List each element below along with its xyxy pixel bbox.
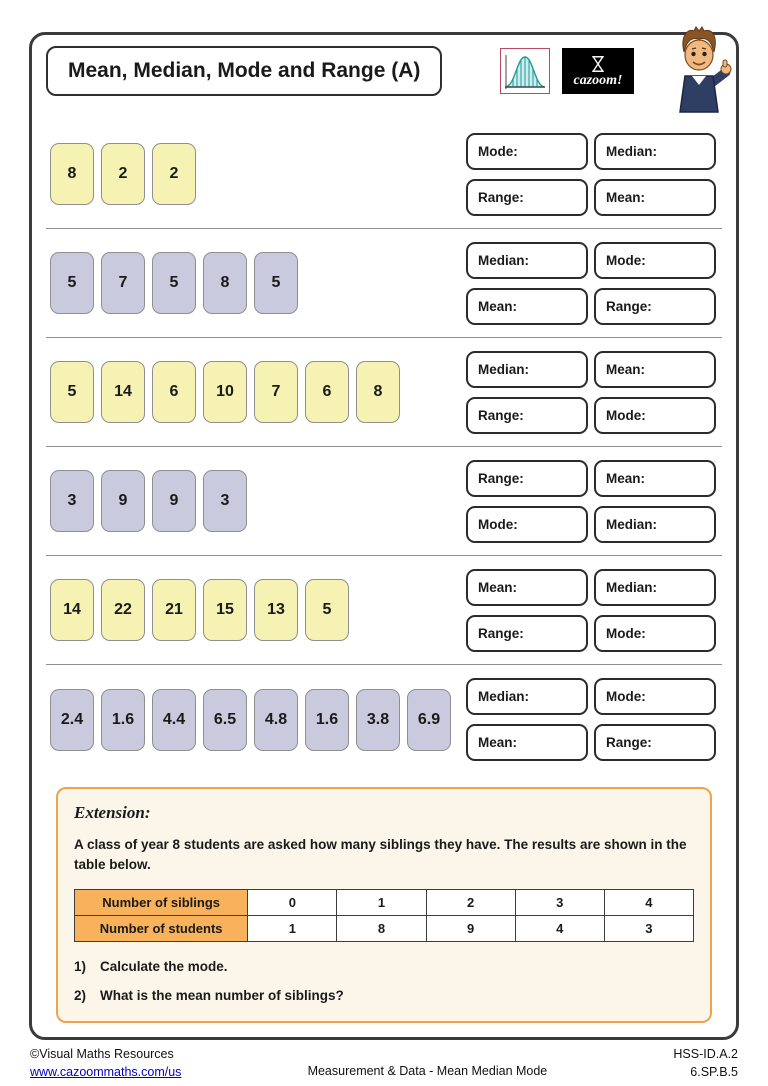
answer-box[interactable]: [466, 288, 588, 325]
footer-left: [30, 1045, 181, 1083]
number-card: 2.4: [50, 689, 94, 751]
page-title: Mean, Median, Mode and Range (A): [68, 59, 421, 82]
answer-label: Mode:: [606, 625, 646, 641]
table-value-cell: 1: [248, 915, 337, 941]
number-card: 3: [50, 470, 94, 532]
number-card: 22: [101, 579, 145, 641]
answer-label: Mean:: [606, 470, 646, 486]
number-card: 14: [50, 579, 94, 641]
table-value-cell: 4: [604, 889, 693, 915]
footer-center-text: Measurement & Data - Mean Median Mode: [307, 1064, 548, 1079]
answer-label: Mean:: [606, 189, 646, 205]
number-card: 5: [50, 361, 94, 423]
table-row: [75, 889, 694, 915]
table-value-cell: 1: [337, 889, 426, 915]
answer-label: Mean:: [606, 361, 646, 377]
number-card: 10: [203, 361, 247, 423]
table-value-cell: 0: [248, 889, 337, 915]
number-card: 9: [101, 470, 145, 532]
answer-label: Range:: [478, 189, 524, 205]
table-value-cell: 3: [515, 889, 604, 915]
number-card: 5: [152, 252, 196, 314]
question-row: [46, 665, 722, 774]
number-card: 21: [152, 579, 196, 641]
answer-box[interactable]: [466, 506, 588, 543]
answer-box[interactable]: [594, 133, 716, 170]
extension-question: [74, 988, 694, 1003]
number-card: 2: [152, 143, 196, 205]
number-card: 5: [50, 252, 94, 314]
answer-box[interactable]: [466, 678, 588, 715]
answer-label: Median:: [606, 579, 658, 595]
question-text: What is the mean number of siblings?: [100, 987, 344, 1003]
answer-label: Median:: [478, 689, 530, 704]
answer-box[interactable]: [594, 460, 716, 497]
number-card: 15: [203, 579, 247, 641]
answer-label: Median:: [606, 516, 658, 532]
question-row: [46, 447, 722, 556]
answer-box[interactable]: [466, 242, 588, 279]
card-group: [50, 361, 400, 423]
answer-box[interactable]: [594, 351, 716, 388]
answer-box[interactable]: [594, 569, 716, 606]
answer-label: Range:: [478, 407, 524, 423]
answer-grid: [466, 678, 716, 761]
answer-grid: [466, 242, 716, 325]
table-value-cell: 8: [337, 915, 426, 941]
number-card: 14: [101, 361, 145, 423]
table-label-cell: Number of siblings: [75, 889, 248, 915]
number-card: 13: [254, 579, 298, 641]
extension-questions: [74, 959, 694, 1003]
extension-question: [74, 959, 694, 974]
question-row: [46, 338, 722, 447]
answer-label: Median:: [606, 143, 658, 159]
answer-label: Median:: [478, 252, 530, 268]
card-group: [50, 252, 298, 314]
question-row: [46, 229, 722, 338]
standard-code-1: HSS-ID.A.2: [673, 1046, 738, 1061]
answer-grid: [466, 351, 716, 434]
answer-label: Mode:: [478, 516, 518, 532]
answer-label: Mode:: [606, 689, 646, 704]
answer-label: Mean:: [478, 579, 518, 595]
hourglass-icon: [590, 55, 606, 73]
answer-box[interactable]: [466, 569, 588, 606]
copyright-text: ©Visual Maths Resources: [30, 1046, 174, 1061]
number-card: 3.8: [356, 689, 400, 751]
answer-label: Range:: [478, 470, 524, 486]
answer-box[interactable]: [466, 351, 588, 388]
answer-grid: [466, 133, 716, 216]
standard-code-2: 6.SP.B.5: [690, 1065, 738, 1080]
mascot-character: [666, 26, 732, 119]
footer: [30, 1045, 738, 1083]
answer-box[interactable]: [594, 724, 716, 761]
number-card: 2: [101, 143, 145, 205]
number-card: 3: [203, 470, 247, 532]
footer-right: [673, 1045, 738, 1083]
answer-label: Mode:: [478, 143, 518, 159]
answer-grid: [466, 460, 716, 543]
table-value-cell: 2: [426, 889, 515, 915]
answer-box[interactable]: [466, 615, 588, 652]
question-number: 1): [74, 958, 87, 974]
question-row: [46, 556, 722, 665]
title-box: [46, 46, 442, 96]
number-card: 1.6: [305, 689, 349, 751]
number-card: 1.6: [101, 689, 145, 751]
number-card: 7: [101, 252, 145, 314]
number-card: 8: [356, 361, 400, 423]
answer-box[interactable]: [594, 678, 716, 715]
number-card: 7: [254, 361, 298, 423]
extension-heading: Extension:: [74, 803, 151, 822]
answer-box[interactable]: [594, 288, 716, 325]
extension-box: [56, 787, 712, 1023]
number-card: 5: [305, 579, 349, 641]
answer-box[interactable]: [594, 506, 716, 543]
siblings-table: [74, 889, 694, 942]
number-card: 4.8: [254, 689, 298, 751]
question-rows: [46, 120, 722, 774]
card-group: [50, 579, 349, 641]
answer-label: Mode:: [606, 252, 646, 268]
answer-box[interactable]: [466, 460, 588, 497]
answer-box[interactable]: [594, 242, 716, 279]
answer-label: Range:: [478, 625, 524, 641]
card-group: [50, 689, 451, 751]
website-link[interactable]: www.cazoommaths.com/us: [30, 1065, 182, 1080]
answer-box[interactable]: [594, 397, 716, 434]
question-number: 2): [74, 987, 87, 1003]
table-value-cell: 3: [604, 915, 693, 941]
worksheet-page: [29, 32, 739, 1040]
number-card: 6: [152, 361, 196, 423]
answer-box[interactable]: [594, 615, 716, 652]
extension-intro: A class of year 8 students are asked how many siblings they have. The results are shown in the table below.: [74, 837, 687, 873]
worksheet-header: [32, 35, 736, 114]
card-group: [50, 470, 247, 532]
answer-box[interactable]: [594, 179, 716, 216]
table-value-cell: 4: [515, 915, 604, 941]
answer-label: Range:: [606, 735, 652, 750]
answer-box[interactable]: [466, 397, 588, 434]
number-card: 8: [203, 252, 247, 314]
question-row: [46, 120, 722, 229]
table-value-cell: 9: [426, 915, 515, 941]
logo-text: cazoom!: [573, 72, 623, 88]
number-card: 6.9: [407, 689, 451, 751]
answer-box[interactable]: [466, 724, 588, 761]
bell-curve-icon: [500, 48, 550, 94]
number-card: 6.5: [203, 689, 247, 751]
table-label-cell: Number of students: [75, 915, 248, 941]
answer-label: Median:: [478, 361, 530, 377]
answer-box[interactable]: [466, 179, 588, 216]
answer-box[interactable]: [466, 133, 588, 170]
card-group: [50, 143, 196, 205]
answer-label: Mode:: [606, 407, 646, 423]
number-card: 9: [152, 470, 196, 532]
number-card: 6: [305, 361, 349, 423]
number-card: 4.4: [152, 689, 196, 751]
question-text: Calculate the mode.: [100, 958, 228, 974]
answer-label: Mean:: [478, 298, 518, 314]
answer-label: Mean:: [478, 735, 518, 750]
number-card: 5: [254, 252, 298, 314]
answer-grid: [466, 569, 716, 652]
table-row: [75, 915, 694, 941]
number-card: 8: [50, 143, 94, 205]
cazoom-logo: [562, 48, 634, 94]
answer-label: Range:: [606, 298, 652, 314]
